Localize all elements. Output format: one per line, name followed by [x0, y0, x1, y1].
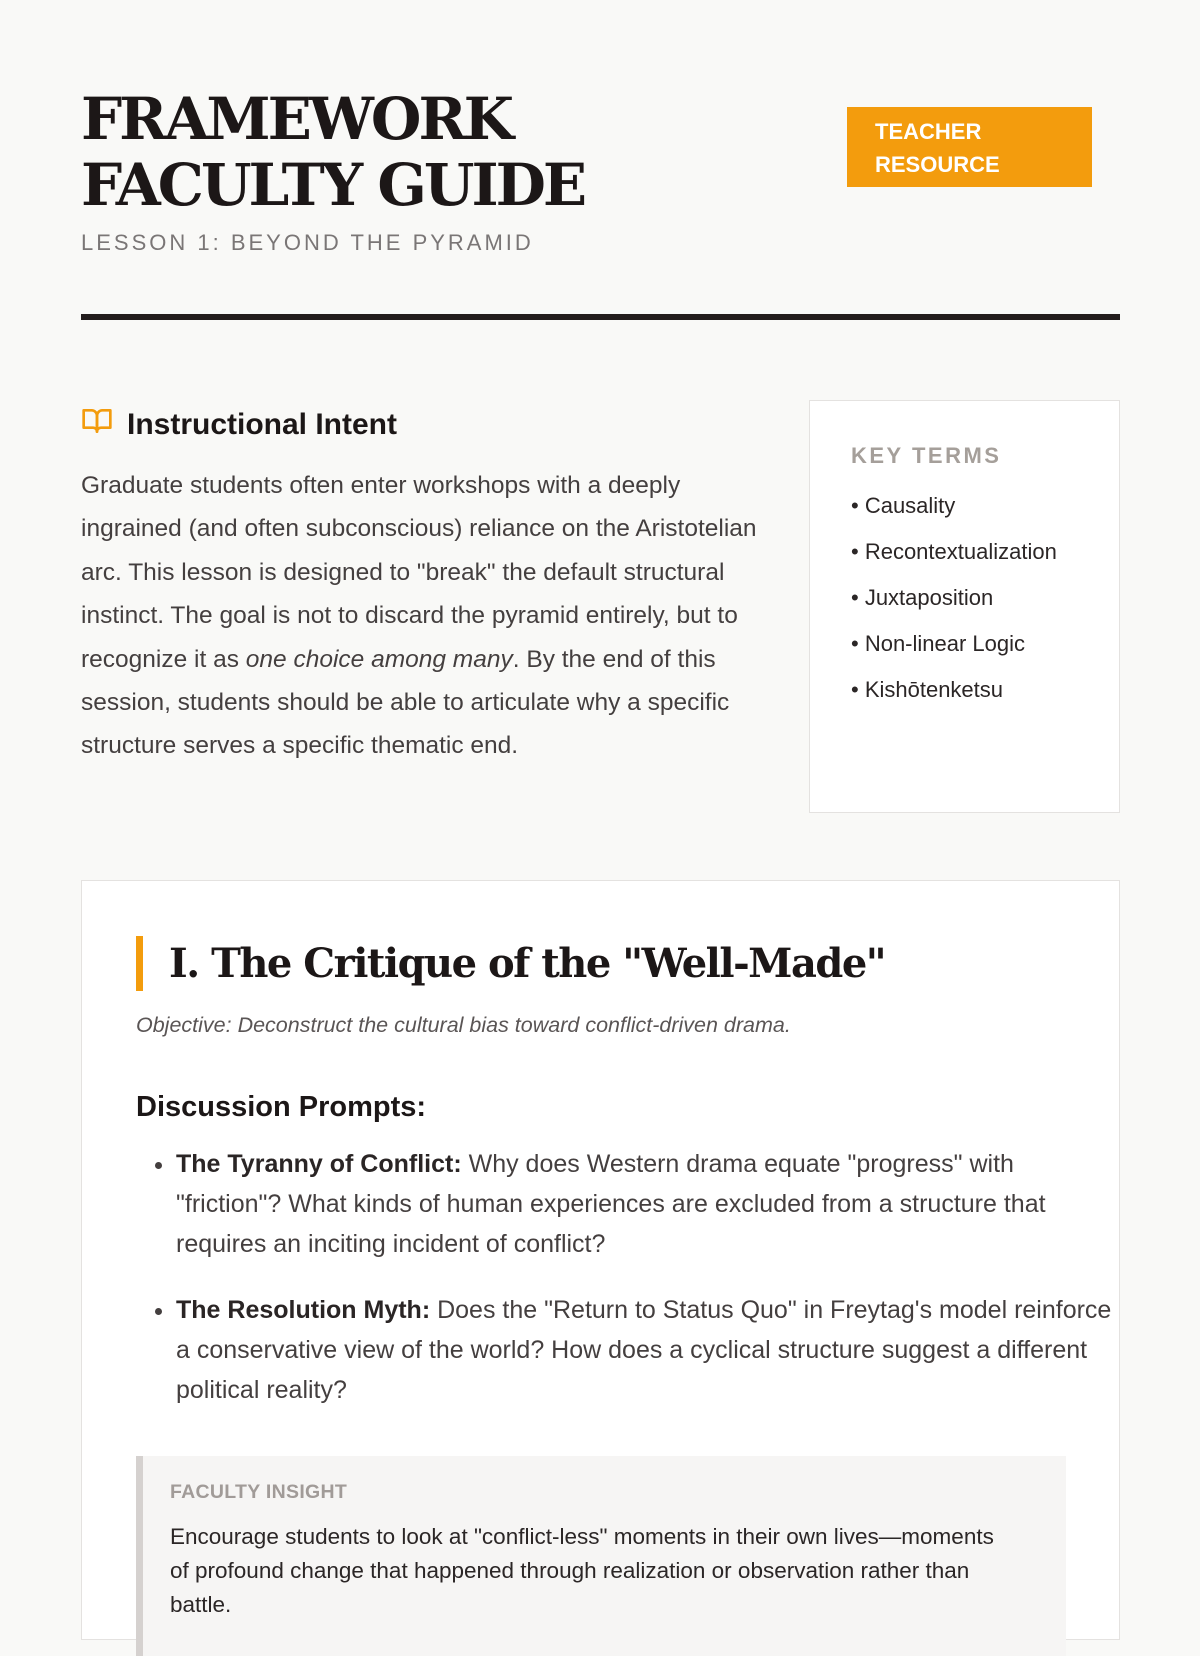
section-heading — [136, 936, 885, 991]
teacher-resource-badge: TEACHER RESOURCE — [847, 107, 1092, 187]
prompt-text: Why does Western drama equate "progress" with "friction"? What kinds of human experiences are excluded from a structure that requires an inciting incident of conflict? — [176, 1150, 1046, 1258]
discussion-prompt-item — [176, 1144, 1126, 1264]
key-terms-list — [851, 489, 1119, 707]
instructional-intent-section — [81, 400, 761, 792]
section-objective: Objective: Deconstruct the cultural bias toward conflict-driven drama. — [136, 1013, 791, 1037]
key-terms-box — [809, 400, 1120, 813]
critique-section-card — [81, 880, 1120, 1640]
instructional-intent-body — [81, 464, 761, 768]
instructional-intent-heading — [81, 400, 761, 450]
intent-text-part: . By the end of this session, students should be able to articulate why a specific structure serves a specific thematic end. — [81, 645, 730, 760]
key-term-item: • Kishōtenketsu — [851, 677, 1004, 702]
prompt-label: The Resolution Myth: — [176, 1296, 431, 1324]
key-terms-title: KEY TERMS — [851, 443, 1002, 468]
discussion-prompts-list — [136, 1144, 1126, 1436]
faculty-insight-callout — [136, 1456, 1066, 1656]
book-icon — [81, 405, 113, 445]
header-divider — [81, 314, 1120, 320]
discussion-prompt-item — [176, 1290, 1126, 1410]
section-title: I. The Critique of the "Well-Made" — [169, 940, 886, 987]
lesson-subtitle: LESSON 1: BEYOND THE PYRAMID — [81, 230, 534, 255]
faculty-insight-text: Encourage students to look at "conflict-less" moments in their own lives—moments of profound change that happened through realization or observation rather than battle. — [170, 1524, 994, 1617]
instructional-intent-title: Instructional Intent — [127, 408, 397, 441]
intent-text-part: Graduate students often enter workshops with a deeply ingrained (and often subconscious) reliance on the Aristotelian arc. This lesson is designed to "break" the default structural instinct. The goal is not to discard the pyramid entirely, but to recognize it as — [81, 472, 757, 673]
key-term-item: • Recontextualization — [851, 539, 1057, 564]
prompt-text: Does the "Return to Status Quo" in Freytag's model reinforce a conservative view of the world? How does a cyclical structure suggest a different political reality? — [176, 1296, 1112, 1404]
faculty-insight-label: FACULTY INSIGHT — [170, 1481, 348, 1503]
page-header — [81, 86, 1120, 256]
discussion-prompts-heading: Discussion Prompts: — [136, 1091, 427, 1123]
intent-emphasis: one choice among many — [245, 645, 513, 673]
key-term-item: • Non-linear Logic — [851, 631, 1026, 656]
section-accent-bar — [136, 936, 143, 991]
key-term-item: • Causality — [851, 493, 956, 518]
page-title: FRAMEWORK FACULTY GUIDE — [81, 85, 585, 219]
key-term-item: • Juxtaposition — [851, 585, 994, 610]
prompt-label: The Tyranny of Conflict: — [176, 1150, 462, 1178]
